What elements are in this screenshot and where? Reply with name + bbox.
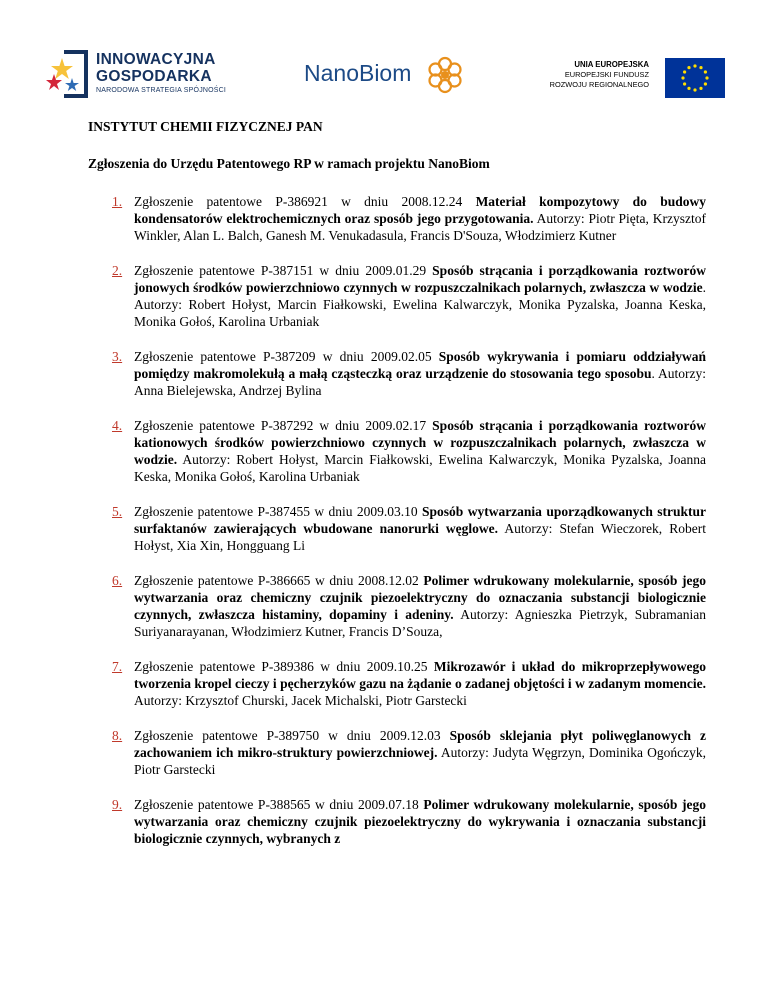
entry-title: Materiał kompozytowy do budowy kondensatorów elektrochemicznych oraz sposób jego przygotowania. <box>134 194 706 226</box>
patent-entry-8 <box>88 727 706 778</box>
entry-title: Sposób wykrywania i pomiaru oddziaływań pomiędzy makromolekułą a małą cząsteczką oraz urządzenie do stosowania tego sposobu <box>134 349 706 381</box>
entry-title: Mikrozawór i układ do mikroprzepływowego tworzenia kropel cieczy i pęcherzyków gazu na żądanie o zadanej objętości i w zadanym momencie. <box>134 659 706 691</box>
entry-title: Sposób sklejania płyt poliwęglanowych z zachowaniem ich mikro-struktury powierzchniowej. <box>134 728 706 760</box>
entry-authors: Autorzy: Krzysztof Churski, Jacek Michalski, Piotr Garstecki <box>134 693 467 708</box>
patent-entry-7 <box>88 658 706 709</box>
document-body <box>88 118 706 865</box>
ig-logo-line1: INNOWACYJNA <box>96 51 216 68</box>
entry-text <box>134 503 706 554</box>
eu-logo-line3: ROZWOJU REGIONALNEGO <box>549 80 649 89</box>
entry-intro: Zgłoszenie patentowe P-387151 w dniu 2009.01.29 <box>134 263 433 278</box>
nanobiom-flower-icon <box>426 56 464 94</box>
nanobiom-logo-text: NanoBiom <box>304 60 412 86</box>
entry-authors: Autorzy: Agnieszka Pietrzyk, Subramanian Suriyanarayanan, Włodzimierz Kutner, Francis D’Souza, <box>134 607 706 639</box>
ig-star-flag-icon <box>42 48 90 100</box>
entry-authors: Autorzy: Judyta Węgrzyn, Dominika Ogończyk, Piotr Garstecki <box>134 745 706 777</box>
eu-logo-line1: UNIA EUROPEJSKA <box>574 60 649 69</box>
entry-number: 9. <box>112 797 123 812</box>
entry-text <box>134 417 706 485</box>
entry-title: Polimer wdrukowany molekularnie, sposób jego wytwarzania oraz chemiczny czujnik piezoelektryczny do oznaczania substancji biologicznie czynnych, zwłaszcza histaminy, dopaminy i adeniny. <box>134 573 707 622</box>
entry-text <box>134 348 706 399</box>
innowacyjna-gospodarka-logo <box>42 48 242 104</box>
patent-entry-1 <box>88 193 706 244</box>
ig-logo-line2: GOSPODARKA <box>96 68 212 85</box>
patent-entry-5 <box>88 503 706 554</box>
entry-number: 2. <box>112 263 123 278</box>
entry-title: Sposób wytwarzania uporządkowanych struktur surfaktanów zawierających wbudowane nanorurki węglowe. <box>134 504 706 536</box>
patent-list <box>88 193 706 847</box>
entry-intro: Zgłoszenie patentowe P-389750 w dniu 2009.12.03 <box>134 728 450 743</box>
entry-number: 5. <box>112 504 123 519</box>
entry-text <box>134 727 706 778</box>
entry-title: Sposób strącania i porządkowania roztworów kationowych środków powierzchniowo czynnych w rozpuszczalnikach polarnych, zwłaszcza w wodzie. <box>134 418 706 467</box>
institute-title: INSTYTUT CHEMII FIZYCZNEJ PAN <box>88 119 323 134</box>
entry-text <box>134 658 706 709</box>
entry-intro: Zgłoszenie patentowe P-388565 w dniu 2009.07.18 <box>134 797 424 812</box>
entry-number: 3. <box>112 349 123 364</box>
entry-number: 8. <box>112 728 123 743</box>
entry-authors: . Autorzy: Anna Bielejewska, Andrzej Bylina <box>134 366 706 398</box>
patent-entry-6 <box>88 572 706 640</box>
ig-logo-text <box>96 51 226 94</box>
entry-number: 4. <box>112 418 123 433</box>
entry-title: Sposób strącania i porządkowania roztworów jonowych środków powierzchniowo czynnych w rozpuszczalnikach polarnych, zwłaszcza w wodzie <box>134 263 706 295</box>
entry-authors: . Autorzy: Robert Hołyst, Marcin Fiałkowski, Ewelina Kalwarczyk, Monika Pyzalska, Joanna Keska, Monika Gołoś, Karolina Urbaniak <box>134 280 706 329</box>
entry-intro: Zgłoszenie patentowe P-386921 w dniu 2008.12.24 <box>134 194 476 209</box>
entry-text <box>134 262 706 330</box>
eu-logo-line2: EUROPEJSKI FUNDUSZ <box>564 70 649 79</box>
entry-number: 1. <box>112 194 123 209</box>
eu-flag-icon <box>665 58 725 98</box>
ig-logo-line3: NARODOWA STRATEGIA SPÓJNOŚCI <box>96 87 227 94</box>
entry-intro: Zgłoszenie patentowe P-389386 w dniu 2009.10.25 <box>134 659 434 674</box>
entry-authors: Autorzy: Stefan Wieczorek, Robert Hołyst, Xia Xin, Hongguang Li <box>134 521 706 553</box>
entry-text <box>134 193 706 244</box>
entry-number: 7. <box>112 659 123 674</box>
entry-number: 6. <box>112 573 123 588</box>
nanobiom-logo <box>302 56 472 96</box>
entry-text <box>134 796 706 847</box>
patent-entry-2 <box>88 262 706 330</box>
entry-authors: Autorzy: Piotr Pięta, Krzysztof Winkler, Alan L. Balch, Ganesh M. Venukadasula, Francis D'Souza, Włodzimierz Kutner <box>134 211 706 243</box>
eu-logo-text <box>550 60 649 90</box>
entry-text <box>134 572 706 640</box>
patent-entry-4 <box>88 417 706 485</box>
section-title: Zgłoszenia do Urzędu Patentowego RP w ramach projektu NanoBiom <box>88 156 490 171</box>
entry-intro: Zgłoszenie patentowe P-387455 w dniu 2009.03.10 <box>134 504 423 519</box>
entry-authors: Autorzy: Robert Hołyst, Marcin Fiałkowski, Ewelina Kalwarczyk, Monika Pyzalska, Joanna Keska, Monika Gołoś, Karolina Urbaniak <box>134 452 706 484</box>
eu-erdf-logo <box>535 58 725 98</box>
page-header <box>0 0 768 110</box>
entry-title: Polimer wdrukowany molekularnie, sposób jego wytwarzania oraz chemiczny czujnik piezoelektryczny do wykrywania i oznaczania substancji biologicznie czynnych, wybranych z <box>134 797 707 846</box>
entry-intro: Zgłoszenie patentowe P-386665 w dniu 2008.12.02 <box>134 573 424 588</box>
entry-intro: Zgłoszenie patentowe P-387209 w dniu 2009.02.05 <box>134 349 439 364</box>
patent-entry-9 <box>88 796 706 847</box>
patent-entry-3 <box>88 348 706 399</box>
entry-intro: Zgłoszenie patentowe P-387292 w dniu 2009.02.17 <box>134 418 433 433</box>
